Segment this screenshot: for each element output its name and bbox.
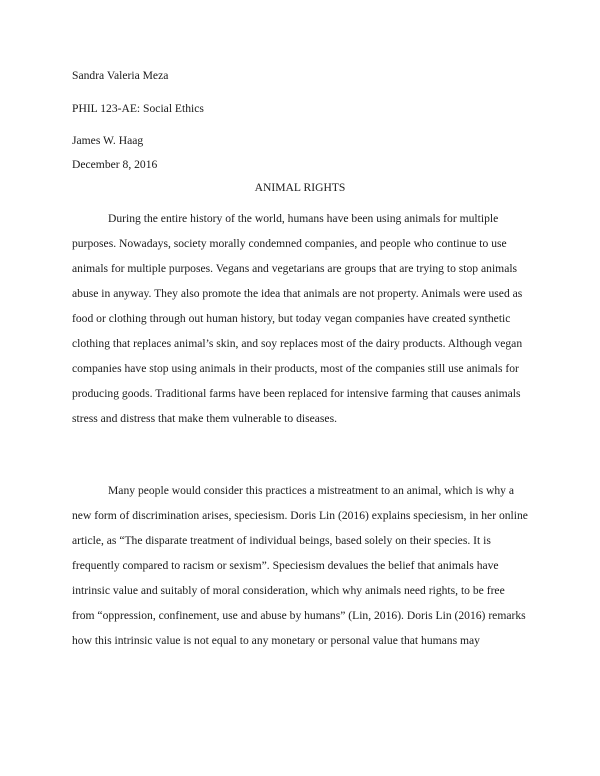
paragraph-2: Many people would consider this practices a mistreatment to an animal, which is why a new form of discrimination arises, speciesism. Doris Lin (2016) explains speciesism, in her online article, as “The disparate treatment of individual beings, based solely on their species. It is frequently compared to racism or sexism”. Speciesism devalues the belief that animals have intrinsic value and suitably of moral consideration, which why animals need rights, to be free from “oppression, confinement, use and abuse by humans” (Lin, 2016). Doris Lin (2016) remarks how this intrinsic value is not equal to any monetary or personal value that humans may xyxy=(72,484,528,647)
course-name: PHIL 123-AE: Social Ethics xyxy=(72,102,204,115)
author-name: Sandra Valeria Meza xyxy=(72,69,169,82)
paragraph-1: During the entire history of the world, humans have been using animals for multiple purposes. Nowadays, society morally condemned companies, and people who continue to use animals for multiple purposes. Vegans and vegetarians are groups that are trying to stop animals abuse in anyway. They also promote the idea that animals are not property. Animals were used as food or clothing through out human history, but today vegan companies have created synthetic clothing that replaces animal’s skin, and soy replaces most of the dairy products. Although vegan companies have stop using animals in their products, most of the companies still use animals for producing goods. Traditional farms have been replaced for intensive farming that causes animals stress and distress that make them vulnerable to diseases. xyxy=(72,212,523,425)
document-date: December 8, 2016 xyxy=(72,158,158,171)
document-title: ANIMAL RIGHTS xyxy=(254,181,346,194)
instructor-name: James W. Haag xyxy=(72,134,144,147)
